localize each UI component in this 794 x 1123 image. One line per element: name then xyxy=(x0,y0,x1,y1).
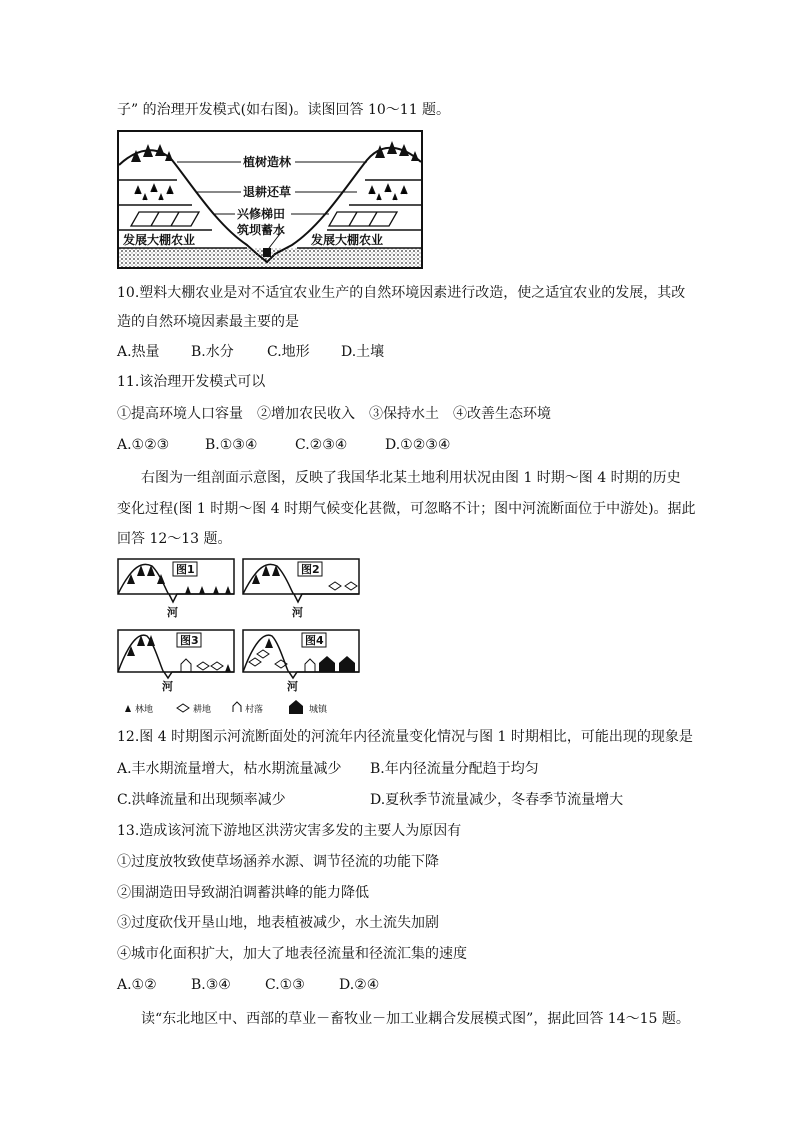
intro-q12-13-line2: 变化过程(图 1 时期～图 4 时期气候变化甚微，可忽略不计；图中河流断面位于中游处)。据此 xyxy=(117,501,696,517)
legend-forest: 林地 xyxy=(135,705,154,715)
q12-stem: 12.图 4 时期图示河流断面处的河流年内径流量变化情况与图 1 时期相比，可能出现的现象是 xyxy=(117,729,693,745)
label-grassland: 退耕还草 xyxy=(243,185,292,199)
river-label-3: 河 xyxy=(162,680,173,693)
label-afforestation: 植树造林 xyxy=(243,155,292,169)
q10-option-c: C.地形 xyxy=(267,344,310,360)
q12-option-a: A.丰水期流量增大，枯水期流量减少 xyxy=(117,761,342,777)
legend-village: 村落 xyxy=(245,705,264,715)
q13-stem: 13.造成该河流下游地区洪涝灾害多发的主要人为原因有 xyxy=(117,823,462,839)
label-terraces: 兴修梯田 xyxy=(237,207,286,221)
q11-option-c: C.②③④ xyxy=(295,437,348,453)
panel-label-2: 图2 xyxy=(301,563,320,576)
q13-options xyxy=(117,975,379,995)
river-label-4: 河 xyxy=(287,680,298,693)
panel-label-3: 图3 xyxy=(180,634,199,647)
q10-options xyxy=(117,342,384,362)
q12-option-d: D.夏秋季节流量减少，冬春季节流量增大 xyxy=(370,792,624,808)
label-greenhouse-right: 发展大棚农业 xyxy=(311,233,384,247)
land-use-profiles-figure xyxy=(117,556,367,720)
river-label-2: 河 xyxy=(292,606,303,619)
governance-model-figure xyxy=(117,130,424,270)
q13-option-b: B.③④ xyxy=(191,977,231,993)
q13-item-2: ②围湖造田导致湖泊调蓄洪峰的能力降低 xyxy=(117,885,369,901)
intro-q12-13-line1: 右图为一组剖面示意图，反映了我国华北某土地利用状况由图 1 时期～图 4 时期的历史 xyxy=(141,470,681,486)
q13-option-a: A.①② xyxy=(117,977,157,993)
legend-town: 城镇 xyxy=(309,705,328,715)
q11-stem: 11.该治理开发模式可以 xyxy=(117,374,266,390)
q12-options-row2 xyxy=(117,790,623,810)
q11-option-b: B.①③④ xyxy=(205,437,258,453)
q12-options-row1 xyxy=(117,759,539,779)
q10-option-a: A.热量 xyxy=(117,344,160,360)
q10-option-d: D.土壤 xyxy=(341,344,385,360)
q12-option-b: B.年内径流量分配趋于均匀 xyxy=(370,761,539,777)
q10-option-b: B.水分 xyxy=(191,344,234,360)
q13-item-3: ③过度砍伐开垦山地，地表植被减少，水土流失加剧 xyxy=(117,915,439,931)
q13-item-4: ④城市化面积扩大，加大了地表径流量和径流汇集的速度 xyxy=(117,946,467,962)
q12-option-c: C.洪峰流量和出现频率减少 xyxy=(117,792,286,808)
q11-items: ①提高环境人口容量 ②增加农民收入 ③保持水土 ④改善生态环境 xyxy=(117,406,551,422)
q10-stem-line1: 10.塑料大棚农业是对不适宜农业生产的自然环境因素进行改造，使之适宜农业的发展，其改 xyxy=(117,285,686,301)
river-label-1: 河 xyxy=(167,606,178,619)
q10-stem-line2: 造的自然环境因素最主要的是 xyxy=(117,314,299,330)
label-greenhouse-left: 发展大棚农业 xyxy=(123,233,196,247)
label-dam: 筑坝蓄水 xyxy=(237,223,286,237)
q11-option-a: A.①②③ xyxy=(117,437,170,453)
q13-option-c: C.①③ xyxy=(265,977,305,993)
q13-item-1: ①过度放牧致使草场涵养水源、调节径流的功能下降 xyxy=(117,854,439,870)
q11-option-d: D.①②③④ xyxy=(385,437,451,453)
intro-q14-15: 读“东北地区中、西部的草业－畜牧业－加工业耦合发展模式图”，据此回答 14～15 题。 xyxy=(141,1011,690,1027)
intro-q12-13-line3: 回答 12～13 题。 xyxy=(117,531,232,547)
panel-label-4: 图4 xyxy=(305,634,324,647)
q11-options xyxy=(117,435,450,455)
q13-option-d: D.②④ xyxy=(339,977,380,993)
intro-q10-11: 子” 的治理开发模式(如右图)。读图回答 10～11 题。 xyxy=(117,102,451,118)
panel-label-1: 图1 xyxy=(176,563,195,576)
legend-farmland: 耕地 xyxy=(193,705,212,715)
